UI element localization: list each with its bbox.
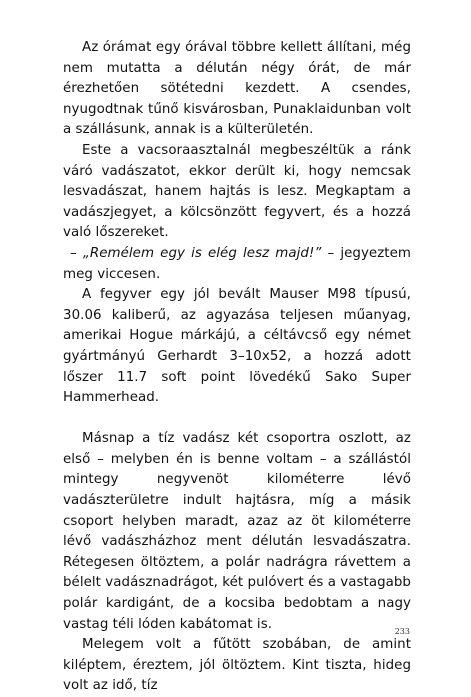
paragraph-4: A fegyver egy jól bevált Mauser M98 típusú, 30.06 kaliberű, az agyazása teljesen műanyag, amerikai Hogue márkájú, a céltávcső egy német gyártmányú Gerhardt 3–10x52, a hozzá adott lőszer 11.7 soft point lövedékű Sako Super Hammerhead. [63,287,411,406]
paragraph-gap [63,409,411,430]
paragraph-5: Másnap a tíz vadász két csoportra oszlott, az első – melyben én is benne voltam – a szállástól mintegy negyvenöt kilométerre lévő vadászterületre indult hajtásra, míg a másik csoport helyben maradt, azaz az öt kilométerre lévő vadászházhoz ment délután lesvadászatra. Rétegesen öltöztem, a polár nadrágra rávettem a bélelt vadásznadrágot, két pulóvert és a vastagabb polár kardigánt, de a kocsiba bedobtam a nagy vastag téli lóden kabátomat is. [63,431,411,632]
body-text [63,38,411,697]
dialogue-dash: – [70,245,83,261]
paragraph-3-dialogue [63,244,411,285]
paragraph-2: Este a vacsoraasztalnál megbeszéltük a ránk váró vadászatot, ekkor derült ki, hogy nemcsak lesvadászat, hanem hajtás is lesz. Megkaptam a vadászjegyet, a kölcsönzött fegyvert, és a hozzá való lőszereket. [63,142,411,241]
paragraph-1: Az órámat egy órával többre kellett állítani, még nem mutatta a délután négy órát, de már érezhetően sötétedni kezdett. A csendes, nyugodtnak tűnő kisvárosban, Punaklaidunban volt a szállásunk, annak is a külterületén. [63,40,411,138]
dialogue-quote: „Remélem egy is elég lesz majd!” [82,245,322,261]
page-number: 233 [394,627,410,636]
paragraph-6: Melegem volt a fűtött szobában, de amint kiléptem, éreztem, jól öltöztem. Kint tiszta, hideg volt az idő, tíz [63,637,411,694]
dialogue-tag: – jegyeztem meg viccesen. [63,245,411,282]
